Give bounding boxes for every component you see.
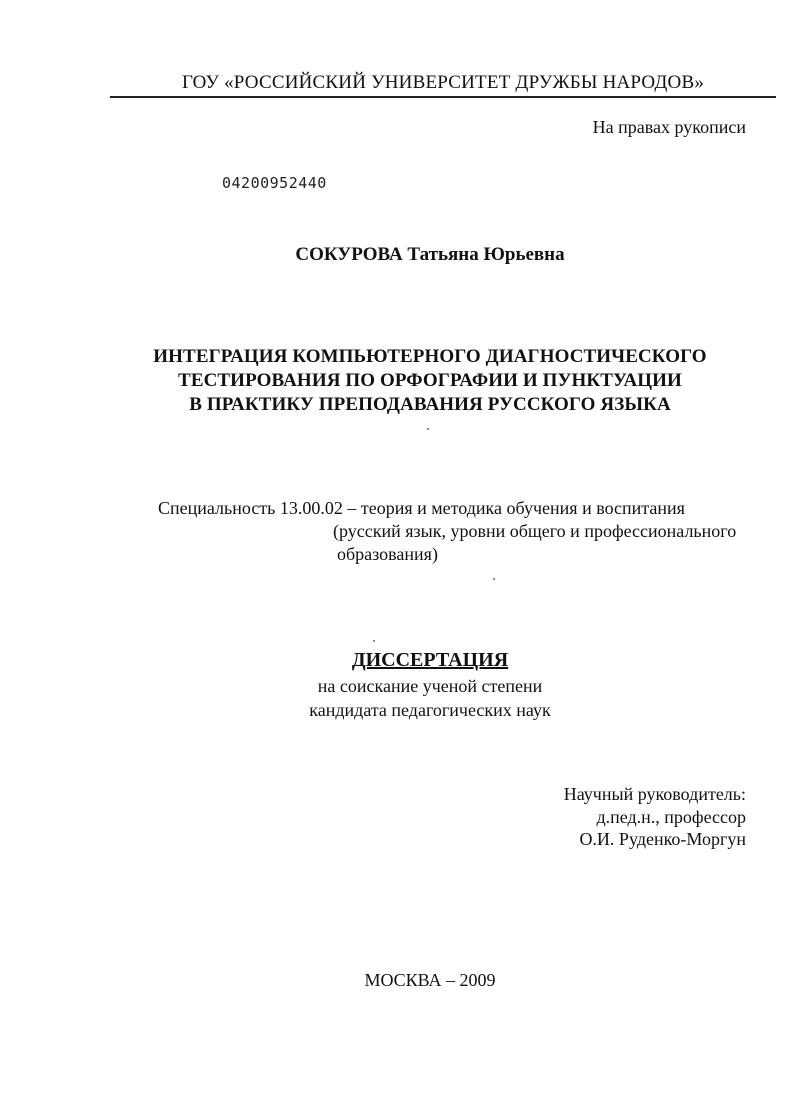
specialty-line: образования) (337, 544, 438, 564)
city-year: МОСКВА – 2009 (364, 970, 496, 990)
specialty-line: Специальность 13.00.02 – теория и методика обучения и воспитания (158, 498, 685, 518)
degree-line: на соискание ученой степени (317, 676, 543, 696)
dissertation-title-line: В ПРАКТИКУ ПРЕПОДАВАНИЯ РУССКОГО ЯЗЫКА (189, 394, 671, 415)
supervisor-label: Научный руководитель: (563, 784, 746, 804)
scan-speck (373, 640, 375, 642)
catalog-number: 04200952440 (222, 174, 327, 192)
degree-line: кандидата педагогических наук (309, 700, 551, 720)
scan-speck (493, 578, 495, 580)
dissertation-heading: ДИССЕРТАЦИЯ (351, 649, 509, 671)
specialty-line: (русский язык, уровни общего и профессионального (333, 521, 737, 541)
scan-speck (427, 428, 429, 430)
supervisor-degree: д.пед.н., профессор (596, 807, 746, 827)
dissertation-title-line: ТЕСТИРОВАНИЯ ПО ОРФОГРАФИИ И ПУНКТУАЦИИ (178, 370, 682, 391)
rights-note: На правах рукописи (592, 117, 746, 137)
dissertation-title-line: ИНТЕГРАЦИЯ КОМПЬЮТЕРНОГО ДИАГНОСТИЧЕСКОГО (153, 346, 707, 367)
author-name: СОКУРОВА Татьяна Юрьевна (295, 244, 565, 265)
supervisor-name: О.И. Руденко-Моргун (579, 829, 746, 849)
header-rule (110, 96, 776, 98)
organization-name: ГОУ «РОССИЙСКИЙ УНИВЕРСИТЕТ ДРУЖБЫ НАРОДОВ» (181, 72, 705, 93)
